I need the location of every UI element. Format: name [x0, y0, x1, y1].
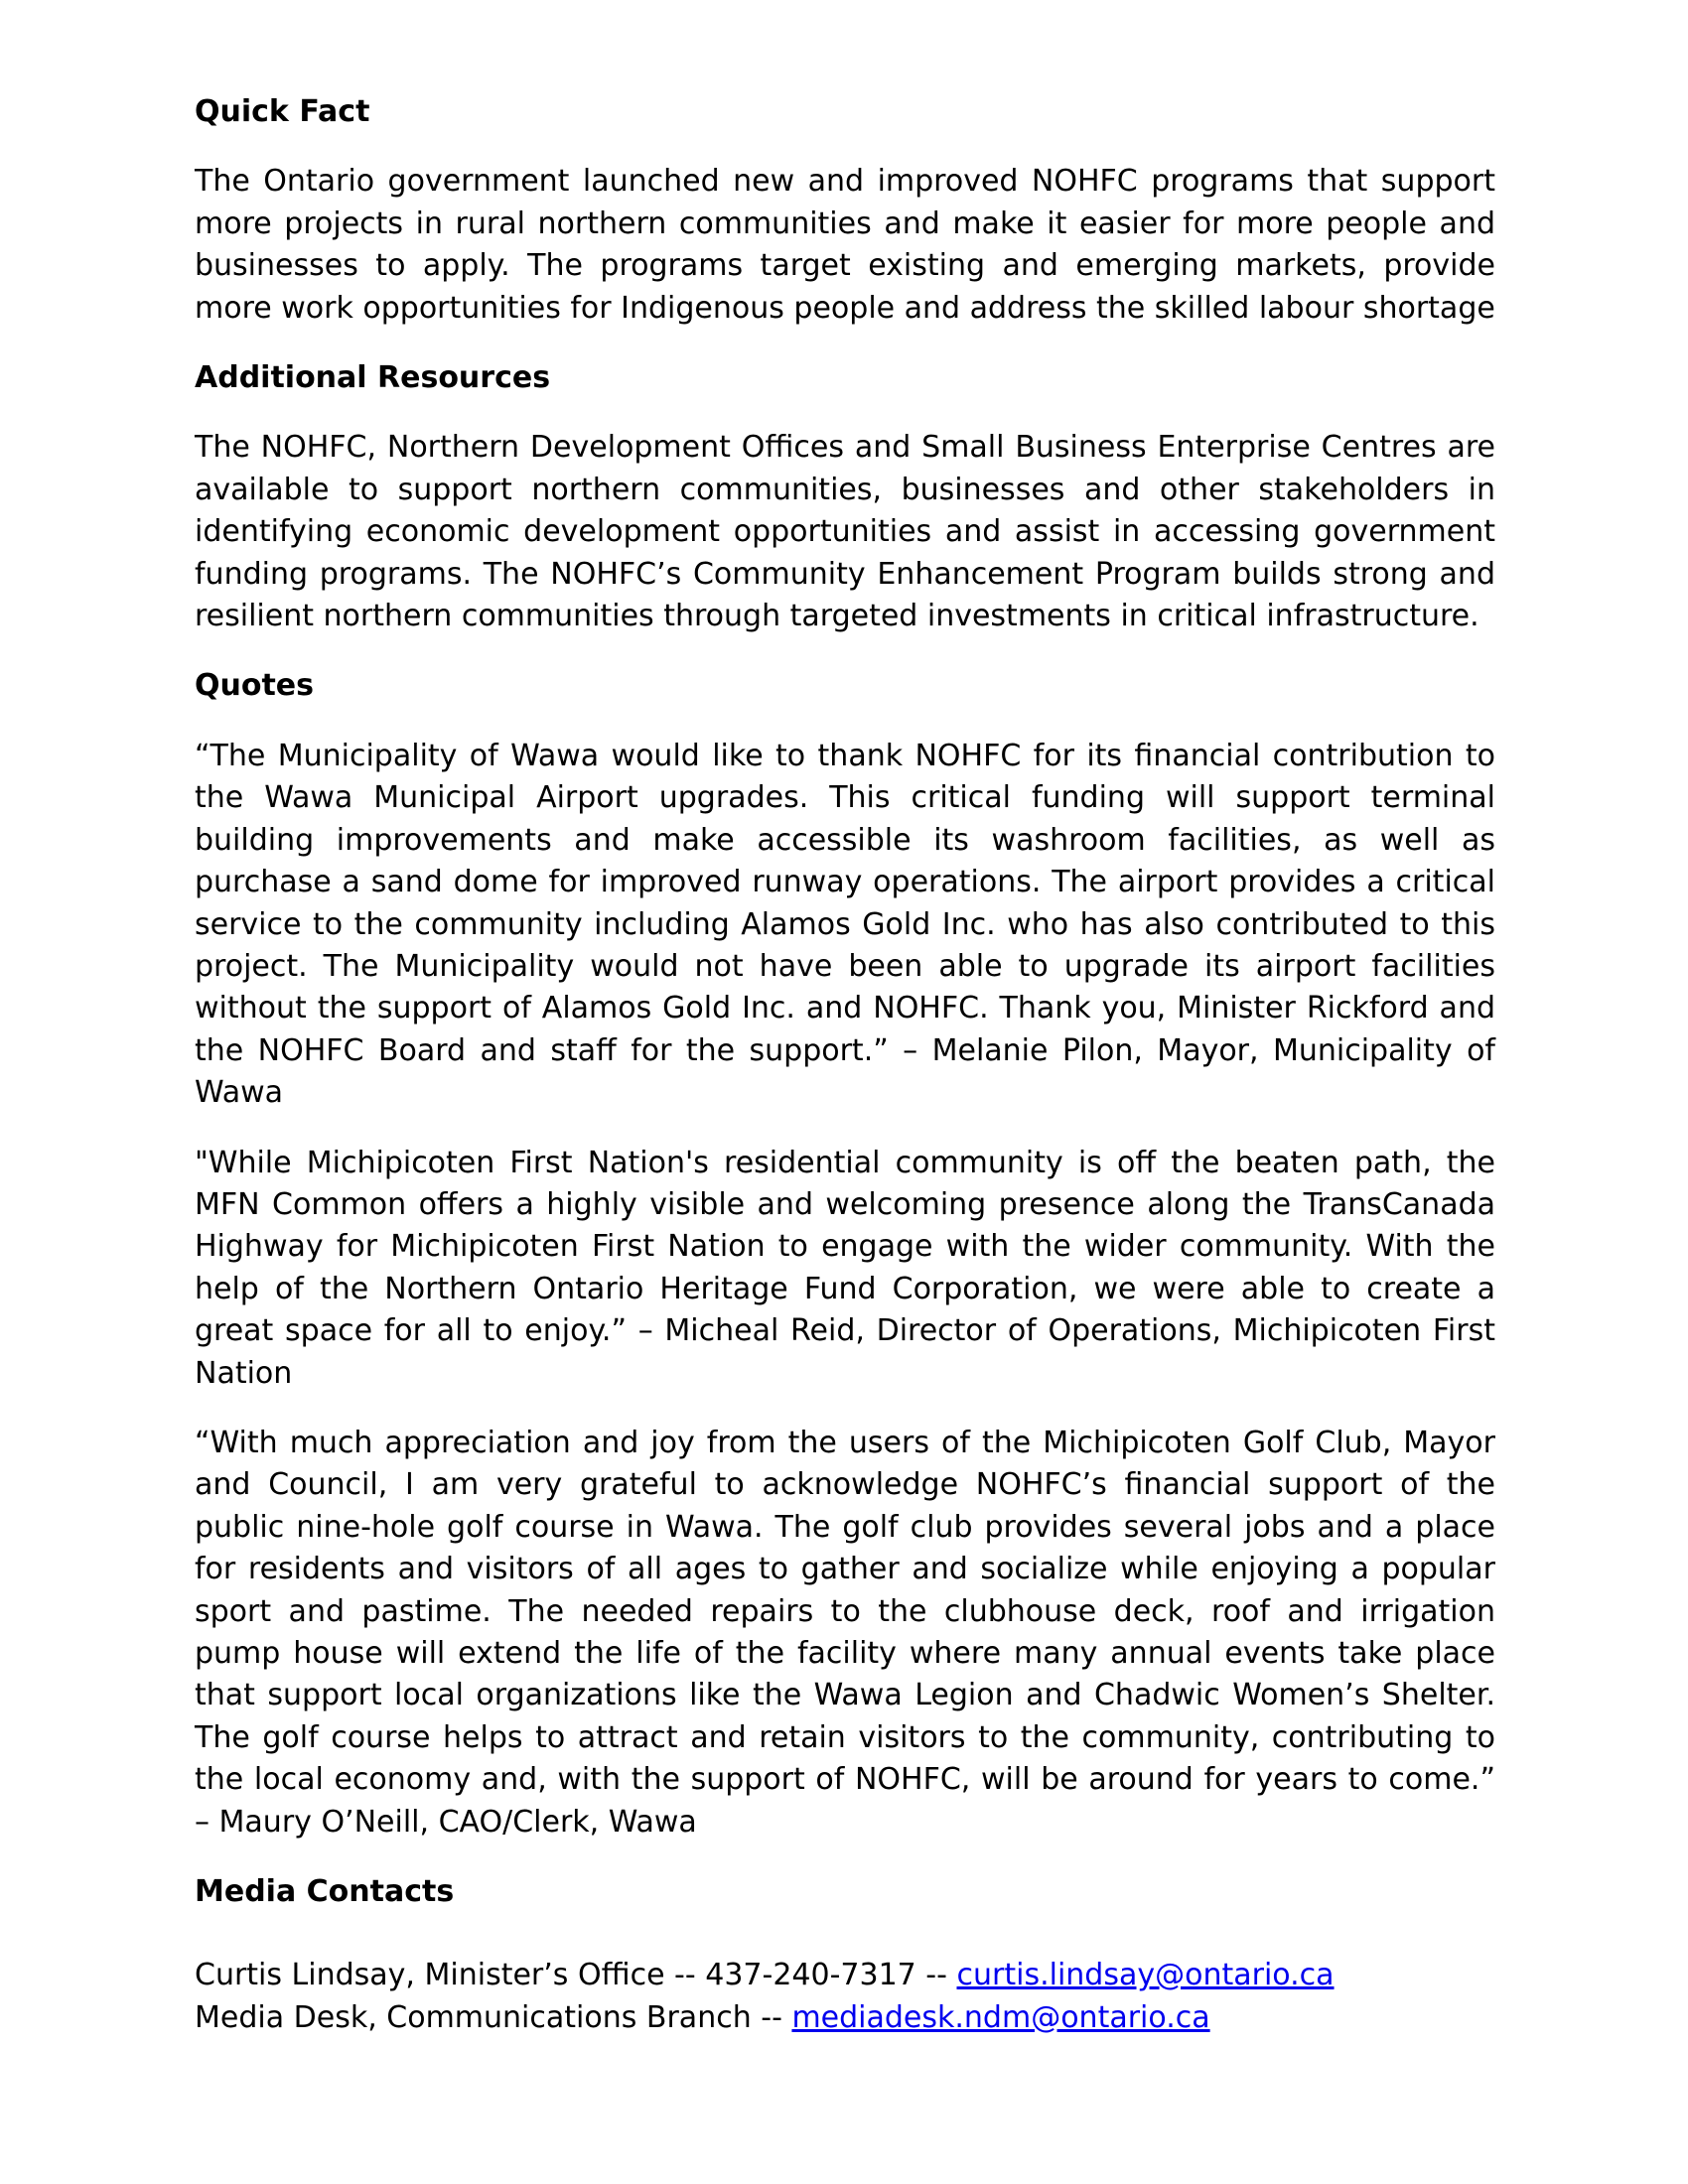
quick-fact-paragraph: The Ontario government launched new and improved NOHFC programs that support more projects in rural northern communities and make it easier for more people and businesses to apply. The programs target existing and emerging markets, provide more work opportunities for Indigenous people and address the skilled labour shortage: [195, 164, 1495, 326]
curtis-lindsay-email-link[interactable]: curtis.lindsay@ontario.ca: [956, 1958, 1335, 1993]
quote-michipicoten-first-nation: "While Michipicoten First Nation's residential community is off the beaten path, the MFN Common offers a highly visible and welcoming presence along the TransCanada Highway for Michipicoten First Nation to engage with the wider community. With the help of the Northern Ontario Heritage Fund Corporation, we were able to create a great space for all to enjoy.” – Micheal Reid, Director of Operations, Michipicoten First Nation: [195, 1145, 1495, 1391]
additional-resources-heading: Additional Resources: [195, 360, 551, 396]
contact-curtis-lindsay: [195, 1955, 1495, 1996]
contact-curtis-lindsay-text: Curtis Lindsay, Minister’s Office -- 437-240-7317 --: [195, 1958, 957, 1993]
media-contacts-list: [195, 1955, 1495, 2039]
media-contacts-heading: Media Contacts: [195, 1874, 455, 1910]
quotes-heading: Quotes: [195, 668, 315, 704]
quick-fact-heading: Quick Fact: [195, 94, 370, 129]
document-page: [195, 91, 1495, 2039]
quote-golf-club: “With much appreciation and joy from the users of the Michipicoten Golf Club, Mayor and Council, I am very grateful to acknowledge NOHFC’s financial support of the public nine-hole golf course in Wawa. The golf club provides several jobs and a place for residents and visitors of all ages to gather and socialize while enjoying a popular sport and pastime. The needed repairs to the clubhouse deck, roof and irrigation pump house will extend the life of the facility where many annual events take place that support local organizations like the Wawa Legion and Chadwic Women’s Shelter. The golf course helps to attract and retain visitors to the community, contributing to the local economy and, with the support of NOHFC, will be around for years to come.” – Maury O’Neill, CAO/Clerk, Wawa: [195, 1425, 1495, 1840]
contact-media-desk: [195, 1997, 1495, 2039]
additional-resources-paragraph: The NOHFC, Northern Development Offices and Small Business Enterprise Centres are available to support northern communities, businesses and other stakeholders in identifying economic development opportunities and assist in accessing government funding programs. The NOHFC’s Community Enhancement Program builds strong and resilient northern communities through targeted investments in critical infrastructure.: [195, 430, 1495, 634]
media-desk-email-link[interactable]: mediadesk.ndm@ontario.ca: [791, 1999, 1210, 2035]
contact-media-desk-text: Media Desk, Communications Branch --: [195, 1999, 792, 2035]
quote-wawa-airport: “The Municipality of Wawa would like to thank NOHFC for its financial contribution to the Wawa Municipal Airport upgrades. This critical funding will support terminal building improvements and make accessible its washroom facilities, as well as purchase a sand dome for improved runway operations. The airport provides a critical service to the community including Alamos Gold Inc. who has also contributed to this project. The Municipality would not have been able to upgrade its airport facilities without the support of Alamos Gold Inc. and NOHFC. Thank you, Minister Rickford and the NOHFC Board and staff for the support.” – Melanie Pilon, Mayor, Municipality of Wawa: [195, 738, 1495, 1111]
